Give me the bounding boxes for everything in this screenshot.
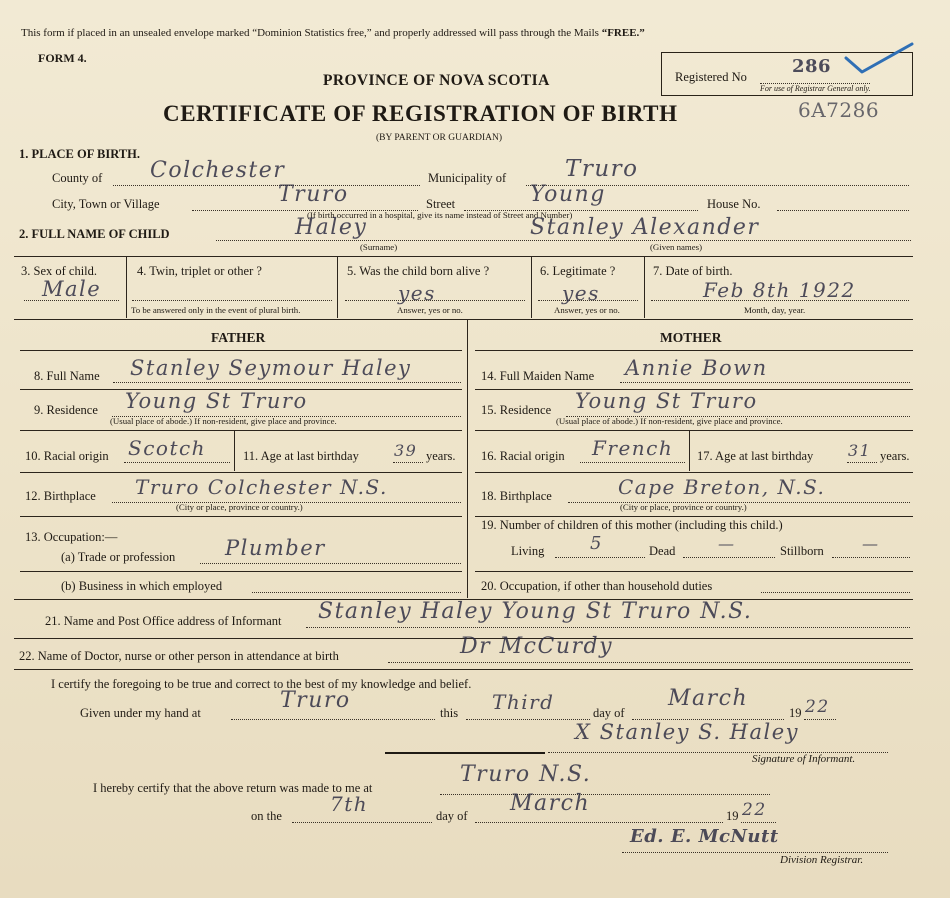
- trade-value: Plumber: [225, 536, 326, 560]
- rule-father-6: [20, 571, 462, 572]
- legitimate-value: yes: [562, 281, 600, 305]
- day-of2-label: day of: [436, 809, 468, 823]
- month2-line: [475, 822, 723, 823]
- mother-racial-value: French: [592, 436, 674, 460]
- surname-caption: (Surname): [360, 242, 398, 252]
- rule-mother-4: [475, 472, 913, 473]
- file-number: 6A7286: [798, 98, 880, 122]
- twin-line: [132, 300, 332, 301]
- father-birthplace-value: Truro Colchester N.S.: [135, 475, 388, 499]
- father-name-value: Stanley Seymour Haley: [130, 356, 412, 380]
- registrar-signature: Ed. E. McNutt: [630, 826, 779, 847]
- hospital-note: (If birth occurred in a hospital, give its name instead of Street and Number): [307, 210, 573, 220]
- postal-notice: [21, 28, 645, 39]
- father-abode-note: (Usual place of abode.) If non-resident, give place and province.: [110, 416, 337, 426]
- registrar-caption: Division Registrar.: [780, 854, 864, 866]
- mother-age-line: [847, 462, 877, 463]
- postal-notice-text: This form if placed in an unsealed envelope marked “Dominion Statistics free,” and properly addressed will pass through the Mails: [21, 27, 599, 39]
- city-value: Truro: [278, 182, 349, 207]
- date-of-birth-value: Feb 8th 1922: [703, 278, 856, 302]
- child-name-label: 2. FULL NAME OF CHILD: [19, 227, 170, 241]
- year-prefix: 19: [789, 706, 802, 720]
- page-title: CERTIFICATE OF REGISTRATION OF BIRTH: [163, 101, 678, 126]
- informant-line: [306, 627, 910, 628]
- mother-name-label: 14. Full Maiden Name: [481, 369, 595, 383]
- stillborn-line: [832, 557, 910, 558]
- alive-label: 5. Was the child born alive ?: [347, 264, 490, 278]
- living-line: [555, 557, 645, 558]
- trade-line: [200, 563, 461, 564]
- mother-occupation-label: 20. Occupation, if other than household duties: [481, 579, 713, 593]
- year2-line: [741, 822, 776, 823]
- father-residence-value: Young St Truro: [125, 389, 308, 413]
- rule-row-top: [14, 256, 913, 257]
- this-line: [466, 719, 590, 720]
- trade-label: (a) Trade or profession: [61, 550, 176, 564]
- month2-value: March: [510, 791, 591, 816]
- month-value: March: [668, 686, 749, 711]
- city-label: City, Town or Village: [52, 197, 160, 211]
- doctor-label: 22. Name of Doctor, nurse or other person in attendance at birth: [19, 649, 339, 663]
- sex-label: 3. Sex of child.: [21, 264, 98, 278]
- municipality-value: Truro: [565, 156, 639, 182]
- informant-value: Stanley Haley Young St Truro N.S.: [318, 599, 753, 624]
- day-of-label: day of: [593, 706, 625, 720]
- rule-mother-3: [475, 430, 913, 431]
- father-years-label: years.: [426, 449, 456, 463]
- mother-racial-line: [580, 462, 685, 463]
- place-of-birth-heading: 1. PLACE OF BIRTH.: [19, 147, 140, 161]
- this-value: Third: [492, 690, 555, 714]
- father-residence-label: 9. Residence: [34, 403, 98, 417]
- rule-mother-6: [475, 571, 913, 572]
- on-the-line: [292, 822, 432, 823]
- father-racial-value: Scotch: [128, 436, 207, 460]
- mother-abode-note: (Usual place of abode.) If non-resident, give place and province.: [556, 416, 783, 426]
- child-name-line: [216, 240, 911, 241]
- rule-father-4: [20, 472, 462, 473]
- year-line: [804, 719, 836, 720]
- rule-mother-5: [475, 516, 913, 517]
- year2-prefix: 19: [726, 809, 739, 823]
- stillborn-label: Stillborn: [780, 544, 824, 558]
- children-count-label: 19. Number of children of this mother (including this child.): [481, 518, 783, 532]
- year-value: 22: [805, 697, 830, 717]
- county-value: Colchester: [150, 158, 286, 183]
- street-value: Young: [530, 182, 606, 207]
- rule-father-5: [20, 516, 462, 517]
- sex-value: Male: [42, 277, 102, 301]
- alive-value: yes: [398, 281, 436, 305]
- child-given-value: Stanley Alexander: [530, 215, 760, 240]
- rule-father-col: [234, 431, 235, 471]
- dead-line: [683, 557, 775, 558]
- business-line: [252, 592, 461, 593]
- father-racial-label: 10. Racial origin: [25, 449, 109, 463]
- form-number: FORM 4.: [38, 51, 87, 65]
- mother-occupation-line: [761, 592, 910, 593]
- given-place-line: [231, 719, 435, 720]
- signature-caption: Signature of Informant.: [752, 753, 856, 765]
- dead-label: Dead: [649, 544, 676, 558]
- mother-residence-value: Young St Truro: [575, 389, 758, 413]
- informant-label: 21. Name and Post Office address of Informant: [45, 614, 282, 628]
- on-the-value: 7th: [330, 792, 369, 816]
- twin-note: To be answered only in the event of plural birth.: [131, 305, 301, 315]
- stillborn-value: —: [862, 534, 880, 553]
- mother-age-label: 17. Age at last birthday: [697, 449, 814, 463]
- return-place-line: [440, 794, 770, 795]
- father-birthplace-label: 12. Birthplace: [25, 489, 96, 503]
- child-surname-value: Haley: [295, 215, 368, 240]
- given-place-value: Truro: [280, 688, 351, 713]
- rule-col-3: [531, 256, 532, 318]
- province-heading: PROVINCE OF NOVA SCOTIA: [323, 72, 550, 89]
- twin-label: 4. Twin, triplet or other ?: [137, 264, 262, 278]
- father-age-line: [393, 462, 423, 463]
- rule-col-4: [644, 256, 645, 318]
- mother-name-value: Annie Bown: [625, 356, 768, 380]
- business-label: (b) Business in which employed: [61, 579, 223, 593]
- county-line: [113, 185, 420, 186]
- rule-mother-col: [689, 431, 690, 471]
- return-label: I hereby certify that the above return was made to me at: [93, 781, 373, 795]
- house-label: House No.: [707, 197, 761, 211]
- rule-divider: [467, 320, 468, 598]
- dead-value: —: [718, 534, 736, 553]
- certify-text: I certify the foregoing to be true and correct to the best of my knowledge and belief.: [51, 677, 472, 691]
- father-age-value: 39: [394, 441, 418, 460]
- page-subtitle: (BY PARENT OR GUARDIAN): [376, 133, 503, 143]
- rule-doctor: [14, 669, 913, 670]
- father-name-line: [113, 382, 461, 383]
- return-place-value: Truro N.S.: [460, 762, 592, 787]
- mother-racial-label: 16. Racial origin: [481, 449, 565, 463]
- father-heading: FATHER: [211, 330, 266, 345]
- mother-birthplace-label: 18. Birthplace: [481, 489, 552, 503]
- check-mark-icon: [838, 40, 918, 80]
- alive-note: Answer, yes or no.: [397, 305, 463, 315]
- county-label: County of: [52, 171, 103, 185]
- mother-years-label: years.: [880, 449, 910, 463]
- informant-signature: X Stanley S. Haley: [575, 720, 800, 744]
- rule-row-bottom: [14, 319, 913, 320]
- living-label: Living: [511, 544, 545, 558]
- doctor-value: Dr McCurdy: [460, 634, 614, 659]
- municipality-label: Municipality of: [428, 171, 507, 185]
- mother-birthplace-value: Cape Breton, N.S.: [618, 475, 826, 499]
- mother-residence-label: 15. Residence: [481, 403, 552, 417]
- street-label: Street: [426, 197, 456, 211]
- registrar-signature-line: [622, 852, 888, 853]
- occupation-label: 13. Occupation:—: [25, 530, 118, 544]
- rule-col-2: [337, 256, 338, 318]
- father-name-label: 8. Full Name: [34, 369, 100, 383]
- legitimate-label: 6. Legitimate ?: [540, 264, 616, 278]
- given-under-label: Given under my hand at: [80, 706, 201, 720]
- father-birthplace-note: (City or place, province or country.): [176, 502, 303, 512]
- registered-label: Registered No: [675, 70, 747, 84]
- rule-father-1: [20, 350, 462, 351]
- rule-mother-1: [475, 350, 913, 351]
- rule-father-3: [20, 430, 462, 431]
- house-line: [777, 210, 909, 211]
- legitimate-note: Answer, yes or no.: [554, 305, 620, 315]
- mother-name-line: [620, 382, 910, 383]
- date-of-birth-label: 7. Date of birth.: [653, 264, 733, 278]
- date-of-birth-note: Month, day, year.: [744, 305, 806, 315]
- this-label: this: [440, 706, 459, 720]
- mother-age-value: 31: [848, 441, 872, 460]
- registrar-use-note: For use of Registrar General only.: [760, 84, 871, 93]
- year2-value: 22: [742, 800, 767, 820]
- rule-col-1: [126, 256, 127, 318]
- doctor-line: [388, 662, 910, 663]
- registered-number: 286: [792, 56, 832, 77]
- mother-birthplace-note: (City or place, province or country.): [620, 502, 747, 512]
- living-value: 5: [590, 533, 603, 554]
- signature-rule: [385, 752, 545, 754]
- postal-notice-free: “FREE.”: [601, 27, 645, 39]
- on-the-label: on the: [251, 809, 282, 823]
- mother-heading: MOTHER: [660, 330, 722, 345]
- father-age-label: 11. Age at last birthday: [243, 449, 359, 463]
- given-names-caption: (Given names): [650, 242, 703, 252]
- father-racial-line: [124, 462, 230, 463]
